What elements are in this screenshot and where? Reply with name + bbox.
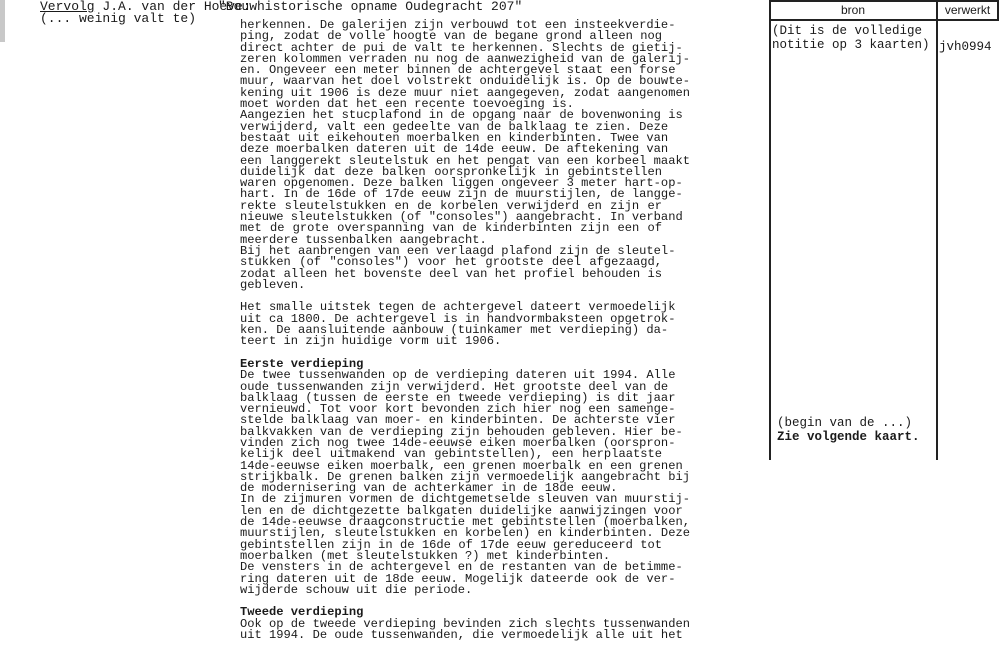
text-line: ping, zodat de volle hoogte van de begane grond alleen nog bbox=[240, 29, 662, 44]
text-line: In de zijmuren vormen de dichtgemetselde sleuven van muurstij- bbox=[240, 492, 690, 507]
text-line: 14de-eeuwse eiken moerbalk, een grenen moerbalk en een grenen bbox=[240, 458, 683, 473]
text-line: wijderde schouw uit die periode. bbox=[240, 582, 473, 597]
table-left-border bbox=[769, 0, 771, 460]
text-line: verwijderd, valt een gedeelte van de balklaag te zien. Deze bbox=[240, 119, 669, 134]
verwerkt-value: jvh0994 bbox=[939, 40, 992, 54]
text-line: bestaat uit eikehouten moerbalken en kinderbinten. Twee van bbox=[240, 130, 669, 145]
text-line: balklaag (tussen de eerste en tweede verdieping) is dit jaar bbox=[240, 390, 676, 405]
text-line: len en de dichtgezette balkgaten duidelijke aanwijzingen voor bbox=[240, 503, 683, 518]
text-line: stukken (of "consoles") voor het grootste deel afgezaagd, bbox=[240, 255, 662, 270]
text-line: de 14de-eeuwse draagconstructie met gebintstellen (moerbalken, bbox=[240, 515, 690, 530]
text-line: kelijk deel uitmakend van gebintstellen), een herplaatste bbox=[240, 447, 662, 462]
text-line: herkennen. De galerijen zijn verbouwd tot een insteekverdie- bbox=[240, 18, 676, 32]
text-line: strijkbalk. De grenen balken zijn vermoedelijk aangebracht bij bbox=[240, 469, 690, 484]
column-header-verwerkt: verwerkt bbox=[944, 3, 991, 17]
table-column-divider bbox=[936, 0, 938, 460]
header-subline: (... weinig valt te) bbox=[40, 11, 197, 26]
text-line: kening uit 1906 is deze muur niet aangegeven, zodat aangenomen bbox=[240, 85, 690, 100]
text-line: balkvakken van de verdieping zijn behouden gebleven. Hier be- bbox=[240, 424, 683, 439]
text-line: zodat alleen het bovenste deel van het profiel behouden is bbox=[240, 266, 662, 281]
text-line: ring dateren uit de 18de eeuw. Mogelijk dateerde ook de ver- bbox=[240, 571, 676, 586]
text-line: vinden zich nog twee 14de-eeuwse eiken moerbalken (oorspron- bbox=[240, 435, 676, 450]
text-line: gebleven. bbox=[240, 277, 306, 292]
table-header-divider bbox=[769, 19, 999, 21]
text-line: De twee tussenwanden op de verdieping dateren uit 1994. Alle bbox=[240, 368, 676, 383]
scan-edge-strip bbox=[0, 0, 5, 42]
text-line: zeren kolommen verraden nu nog de aanwezigheid van de galerij- bbox=[240, 51, 690, 66]
bron-note-line-2: notitie op 3 kaarten) bbox=[772, 38, 930, 52]
text-line: gebintstellen zijn in de 16de of 17de eeuw gereduceerd tot bbox=[240, 537, 662, 552]
text-line: De vensters in de achtergevel en de restanten van de betimme- bbox=[240, 560, 683, 575]
text-line: en. Ongeveer een meter binnen de achtergevel staat een forse bbox=[240, 63, 676, 78]
table-top-border bbox=[769, 0, 999, 2]
text-line: nieuwe sleutelstukken (of "consoles") aangebracht. In verband bbox=[240, 210, 683, 225]
text-line: Het smalle uitstek tegen de achtergevel dateert vermoedelijk bbox=[240, 300, 676, 315]
text-line: deze moerbalken dateren uit de 14de eeuw. De aftekening van bbox=[240, 142, 669, 157]
header-author: J.A. van der Hoeve: bbox=[94, 0, 251, 14]
continuation-line-2: Zie volgende kaart. bbox=[777, 430, 920, 444]
text-line: muurstijlen, sleutelstukken en korbelen) en kinderbinten. Deze bbox=[240, 526, 690, 541]
text-line: waren opgenomen. Deze balken liggen ongeveer 3 meter hart-op- bbox=[240, 176, 683, 191]
text-line: Ook op de tweede verdieping bevinden zich slechts tussenwanden bbox=[240, 616, 690, 631]
column-header-bron: bron bbox=[840, 3, 866, 17]
text-line: met de grote overspanning van de kinderbinten zijn een of bbox=[240, 221, 662, 236]
text-line: uit 1994. De oude tussenwanden, die vermoedelijk alle uit het bbox=[240, 628, 683, 643]
document-body bbox=[240, 18, 690, 643]
text-line: uit ca 1800. De achtergevel is in handvormbaksteen opgetrok- bbox=[240, 311, 676, 326]
text-line: Bij het aanbrengen van een verlaagd plafond zijn de sleutel- bbox=[240, 243, 676, 258]
text-line: teert in zijn huidige vorm uit 1906. bbox=[240, 334, 502, 349]
text-line: rekte sleutelstukken en de korbelen verwijderd en zijn er bbox=[240, 198, 662, 213]
section-heading: Tweede verdieping bbox=[240, 605, 364, 620]
text-line: Aangezien het stucplafond in de opgang naar de bovenwoning is bbox=[240, 108, 683, 123]
text-line: oude tussenwanden zijn verwijderd. Het grootste deel van de bbox=[240, 379, 669, 394]
text-line: moerbalken (met sleutelstukken ?) met kinderbinten. bbox=[240, 548, 611, 563]
text-line: meerdere tussenbalken aangebracht. bbox=[240, 232, 487, 247]
text-line: hart. In de 16de of 17de eeuw zijn de muurstijlen, de langge- bbox=[240, 187, 683, 202]
text-line: duidelijk dat deze balken oorspronkelijk in gebintstellen bbox=[240, 164, 662, 179]
header-prefix: Vervolg bbox=[40, 0, 95, 14]
section-heading: Eerste verdieping bbox=[240, 356, 364, 371]
text-line: muur, waarvan het doel volstrekt onduidelijk is. Op de bouwte- bbox=[240, 74, 690, 89]
continuation-line-1: (begin van de ...) bbox=[777, 416, 913, 430]
document-title: "Bouwhistorische opname Oudegracht 207" bbox=[218, 0, 523, 14]
text-line: een langgerekt sleutelstuk en het pengat van een korbeel maakt bbox=[240, 153, 690, 168]
text-line: stelde balklaag van moer- en kinderbinten. De achterste vier bbox=[240, 413, 676, 428]
text-line: direct achter de pui de valt te herkennen. Slechts de gietij- bbox=[240, 40, 683, 55]
text-line: de modernisering van de achterkamer in de 18de eeuw. bbox=[240, 481, 618, 496]
text-line: vernieuwd. Tot voor kort bevonden zich hier nog een samenge- bbox=[240, 402, 676, 417]
text-line: moet worden dat het een recente toevoeging is. bbox=[240, 97, 574, 112]
text-line: ken. De aansluitende aanbouw (tuinkamer met verdieping) da- bbox=[240, 323, 669, 338]
bron-note-line-1: (Dit is de volledige bbox=[772, 24, 923, 38]
